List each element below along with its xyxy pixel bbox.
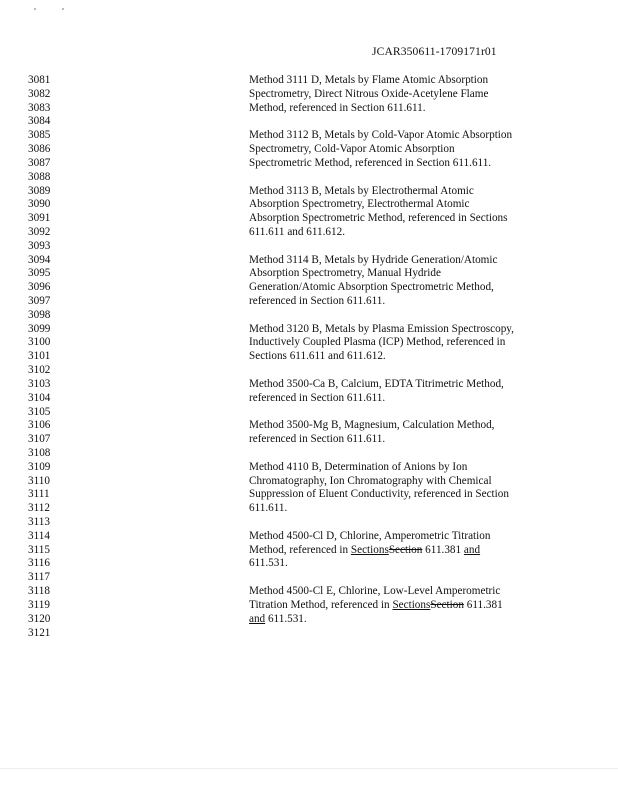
text: Titration Method, referenced in: [249, 598, 393, 611]
entry-line: referenced in Section 611.611.: [249, 433, 386, 446]
method-list: [249, 74, 549, 627]
entry-line: Chromatography, Ion Chromatography with Chemical: [249, 474, 492, 487]
line-number: 3111: [28, 488, 50, 501]
method-entry-4500-cl-d: [249, 530, 549, 571]
entry-line: Inductively Coupled Plasma (ICP) Method, referenced in: [249, 336, 506, 349]
entry-line: Sections 611.611 and 611.612.: [249, 350, 386, 363]
entry-line: Spectrometric Method, referenced in Section 611.611.: [249, 156, 492, 169]
line-number: 3116: [28, 557, 50, 570]
method-entry-3500-mg-b: [249, 419, 549, 447]
entry-line: [249, 613, 549, 627]
entry-line: Method 3500-Mg B, Magnesium, Calculation Method,: [249, 419, 495, 432]
line-number: 3110: [28, 474, 50, 487]
line-number: 3107: [28, 433, 51, 446]
line-number: 3097: [28, 295, 51, 307]
entry-line: Method 3114 B, Metals by Hydride Generation/Atomic: [249, 253, 498, 266]
entry-line: Method 3113 B, Metals by Electrothermal Atomic: [249, 184, 474, 197]
line-number: 3093: [28, 239, 51, 252]
line-number: 3118: [28, 585, 50, 598]
line-number: 3083: [28, 101, 51, 114]
line-number: 3090: [28, 198, 51, 211]
method-entry-3114b: [249, 254, 549, 309]
line-number: 3106: [28, 419, 51, 432]
inserted-text: Sections: [392, 598, 431, 611]
entry-line: Generation/Atomic Absorption Spectrometric Method,: [249, 281, 494, 294]
line-number: 3113: [28, 516, 50, 528]
line-number: 3115: [28, 543, 50, 556]
entry-line: [249, 544, 549, 558]
deleted-text: Section: [388, 543, 423, 556]
line-number: 3104: [28, 391, 51, 404]
inserted-text: Sections: [350, 543, 389, 556]
method-entry-3112b: [249, 129, 549, 170]
line-number: 3101: [28, 350, 51, 363]
line-number: 3100: [28, 336, 51, 349]
entry-line: Method 3120 B, Metals by Plasma Emission Spectroscopy,: [249, 322, 514, 335]
entry-line: [249, 599, 549, 613]
entry-line: Suppression of Eluent Conductivity, referenced in Section: [249, 488, 509, 501]
entry-line: referenced in Section 611.611.: [249, 295, 386, 307]
entry-line: Method 3111 D, Metals by Flame Atomic Absorption: [249, 74, 489, 86]
method-entry-4110b: [249, 461, 549, 516]
line-number: 3120: [28, 612, 51, 625]
line-number: 3103: [28, 377, 51, 390]
method-entry-3113b: [249, 185, 549, 240]
line-number: 3117: [28, 571, 50, 584]
line-number: 3108: [28, 446, 51, 459]
inserted-text: and: [249, 612, 266, 625]
entry-line: Method 4500-Cl E, Chlorine, Low-Level Amperometric: [249, 585, 501, 598]
text: Method, referenced in: [249, 543, 351, 556]
line-number: 3085: [28, 129, 51, 142]
text: 611.531.: [265, 612, 307, 625]
entry-line: Absorption Spectrometry, Electrothermal Atomic: [249, 198, 470, 211]
entry-line: 611.611.: [249, 502, 288, 515]
method-entry-3500-ca-b: [249, 378, 549, 406]
line-number: 3089: [28, 184, 51, 197]
line-number: 3082: [28, 87, 51, 100]
entry-line: Absorption Spectrometric Method, referenced in Sections: [249, 212, 508, 225]
line-number: 3091: [28, 212, 51, 225]
line-number: 3081: [28, 74, 51, 86]
line-number: 3099: [28, 322, 51, 335]
line-number: 3109: [28, 460, 51, 473]
line-number-column: [28, 74, 54, 640]
entry-line: Method, referenced in Section 611.611.: [249, 101, 426, 114]
entry-line: Absorption Spectrometry, Manual Hydride: [249, 267, 441, 280]
line-number: 3086: [28, 143, 51, 156]
line-number: 3102: [28, 364, 51, 377]
document-id: JCAR350611-1709171r01: [372, 45, 497, 58]
entry-line: Spectrometry, Direct Nitrous Oxide-Acetylene Flame: [249, 87, 489, 100]
line-number: 3084: [28, 115, 51, 128]
entry-line: Method 3500-Ca B, Calcium, EDTA Titrimetric Method,: [249, 377, 504, 390]
line-number: 3112: [28, 502, 50, 515]
entry-line: referenced in Section 611.611.: [249, 391, 386, 404]
method-entry-4500-cl-e: [249, 585, 549, 626]
entry-line: Method 3112 B, Metals by Cold-Vapor Atomic Absorption: [249, 129, 513, 142]
entry-line: Spectrometry, Cold-Vapor Atomic Absorption: [249, 143, 455, 156]
line-number: 3119: [28, 598, 50, 611]
entry-line: Method 4110 B, Determination of Anions by Ion: [249, 460, 468, 473]
entry-line: 611.531.: [249, 557, 288, 570]
entry-line: 611.611 and 611.612.: [249, 225, 346, 238]
deleted-text: Section: [430, 598, 464, 611]
line-number: 3095: [28, 267, 51, 280]
method-entry-3111d: [249, 74, 549, 115]
line-number: 3121: [28, 626, 51, 639]
line-number: 3105: [28, 405, 51, 418]
method-entry-3120b: [249, 323, 549, 364]
line-number: 3087: [28, 156, 51, 169]
line-number: 3098: [28, 308, 51, 321]
line-number: 3094: [28, 253, 51, 266]
entry-line: Method 4500-Cl D, Chlorine, Amperometric Titration: [249, 529, 491, 542]
line-number: 3088: [28, 170, 51, 183]
line-number: 3096: [28, 281, 51, 294]
inserted-text: and: [463, 543, 481, 556]
page-footer-rule: [0, 768, 618, 769]
line-number: 3092: [28, 225, 51, 238]
scan-marks: [34, 8, 74, 14]
text: 611.381: [463, 598, 503, 611]
line-number: 3114: [28, 529, 50, 542]
text: 611.381: [422, 543, 464, 556]
